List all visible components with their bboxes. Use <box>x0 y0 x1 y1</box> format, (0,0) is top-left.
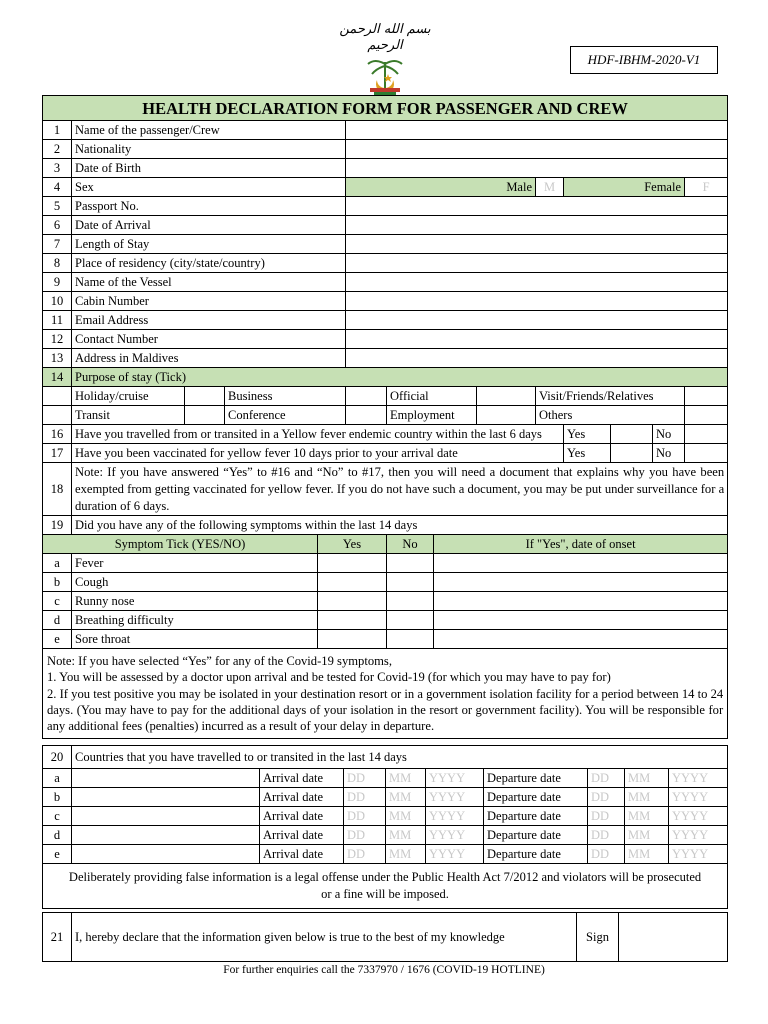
arrival-date-label: Arrival date <box>260 826 344 845</box>
field-label-nationality: Nationality <box>72 140 346 159</box>
field-row <box>43 235 728 254</box>
field-row <box>43 216 728 235</box>
arrival-yyyy[interactable]: YYYY <box>426 845 484 864</box>
field-number: 1 <box>43 121 72 140</box>
document-reference: HDF-IBHM-2020-V1 <box>570 46 718 74</box>
q16-yes-tick[interactable] <box>611 425 653 444</box>
symptom-name: Fever <box>72 554 318 573</box>
symptom-name: Breathing difficulty <box>72 611 318 630</box>
arrival-dd[interactable]: DD <box>344 769 386 788</box>
q17-yes-tick[interactable] <box>611 444 653 463</box>
field-number: 3 <box>43 159 72 178</box>
length-of-stay-input[interactable] <box>346 235 728 254</box>
purpose-business: Business <box>225 387 346 406</box>
declaration-table <box>42 912 728 962</box>
field-number: 6 <box>43 216 72 235</box>
field-label-residency: Place of residency (city/state/country) <box>72 254 346 273</box>
field-number: 2 <box>43 140 72 159</box>
arrival-mm[interactable]: MM <box>386 788 426 807</box>
female-checkbox[interactable]: F <box>685 178 728 197</box>
arrival-mm[interactable]: MM <box>386 807 426 826</box>
male-label: Male <box>346 178 536 197</box>
travel-row <box>43 826 728 845</box>
arrival-mm[interactable]: MM <box>386 845 426 864</box>
declaration-text: I, hereby declare that the information given below is true to the best of my knowledge <box>72 913 577 962</box>
field-label-contact: Contact Number <box>72 330 346 349</box>
symptom-no-tick[interactable] <box>387 611 434 630</box>
symptom-no-tick[interactable] <box>387 554 434 573</box>
symptom-yes-tick[interactable] <box>318 630 387 649</box>
symptom-row <box>43 573 728 592</box>
signature-input[interactable] <box>619 913 728 962</box>
field-number: 19 <box>43 516 72 535</box>
departure-dd[interactable]: DD <box>588 807 625 826</box>
arrival-date-input[interactable] <box>346 216 728 235</box>
cabin-input[interactable] <box>346 292 728 311</box>
address-input[interactable] <box>346 349 728 368</box>
vessel-input[interactable] <box>346 273 728 292</box>
symptom-onset-header: If "Yes", date of onset <box>434 535 728 554</box>
symptom-row <box>43 554 728 573</box>
arrival-mm[interactable]: MM <box>386 826 426 845</box>
travel-letter: c <box>43 807 72 826</box>
field-number: 21 <box>43 913 72 962</box>
field-label-sex: Sex <box>72 178 346 197</box>
covid-note-intro: Note: If you have selected “Yes” for any of the Covid-19 symptoms, <box>47 654 392 668</box>
male-checkbox[interactable]: M <box>536 178 564 197</box>
departure-date-label: Departure date <box>484 826 588 845</box>
arrival-yyyy[interactable]: YYYY <box>426 788 484 807</box>
purpose-transit: Transit <box>72 406 185 425</box>
symptom-name: Runny nose <box>72 592 318 611</box>
arrival-mm[interactable]: MM <box>386 769 426 788</box>
contact-input[interactable] <box>346 330 728 349</box>
travel-letter: e <box>43 845 72 864</box>
purpose-others: Others <box>536 406 685 425</box>
travel-letter: d <box>43 826 72 845</box>
name-input[interactable] <box>346 121 728 140</box>
bismillah-calligraphy: بسم الله الرحمن الرحيم <box>339 22 431 53</box>
field-row <box>43 273 728 292</box>
departure-yyyy[interactable]: YYYY <box>669 769 728 788</box>
covid-note <box>43 649 728 739</box>
arrival-date-label: Arrival date <box>260 769 344 788</box>
symptom-yes-tick[interactable] <box>318 611 387 630</box>
departure-mm[interactable]: MM <box>625 826 669 845</box>
q17-no-tick[interactable] <box>685 444 728 463</box>
note-18-text: Note: If you have answered “Yes” to #16 and “No” to #17, then you will need a document that explains why you have been exempted from getting vaccinated for yellow fever. If you do not have such a document, you may be put under surveillance for a duration of 6 days. <box>72 463 728 516</box>
q17-yes-label: Yes <box>564 444 611 463</box>
departure-date-label: Departure date <box>484 769 588 788</box>
emblem-crest-icon <box>330 54 440 98</box>
covid-note-point-2: 2. If you test positive you may be isolated in your destination resort or in a government isolation facility for a period between 14 to 24 days. (You may have to pay for the additional days of your isolation in the resort or government facility). You will be responsible for any additional fees (penalties) incurred as a result of your delay in departure. <box>47 686 724 734</box>
field-number: 10 <box>43 292 72 311</box>
purpose-transit-tick[interactable] <box>185 406 225 425</box>
purpose-employment-tick[interactable] <box>477 406 536 425</box>
purpose-official-tick[interactable] <box>477 387 536 406</box>
purpose-conference: Conference <box>225 406 346 425</box>
symptom-no-tick[interactable] <box>387 630 434 649</box>
symptom-no-header: No <box>387 535 434 554</box>
legal-warning-row <box>43 864 728 909</box>
purpose-others-tick[interactable] <box>685 406 728 425</box>
field-row <box>43 254 728 273</box>
field-number: 17 <box>43 444 72 463</box>
q16-no-label: No <box>653 425 685 444</box>
departure-yyyy[interactable]: YYYY <box>669 826 728 845</box>
country-input[interactable] <box>72 769 260 788</box>
field-number: 13 <box>43 349 72 368</box>
departure-yyyy[interactable]: YYYY <box>669 845 728 864</box>
purpose-official: Official <box>387 387 477 406</box>
purpose-row <box>43 387 728 406</box>
question-row-16 <box>43 425 728 444</box>
email-input[interactable] <box>346 311 728 330</box>
field-number: 14 <box>43 368 72 387</box>
field-label-arrival: Date of Arrival <box>72 216 346 235</box>
symptom-row <box>43 630 728 649</box>
travel-history-table <box>42 745 728 909</box>
form-title: HEALTH DECLARATION FORM FOR PASSENGER AND CREW <box>43 96 728 121</box>
purpose-holiday: Holiday/cruise <box>72 387 185 406</box>
field-label-dob: Date of Birth <box>72 159 346 178</box>
purpose-label: Purpose of stay (Tick) <box>72 368 728 387</box>
departure-dd[interactable]: DD <box>588 845 625 864</box>
field-number: 11 <box>43 311 72 330</box>
symptom-onset-input[interactable] <box>434 611 728 630</box>
nationality-input[interactable] <box>346 140 728 159</box>
field-label-stay: Length of Stay <box>72 235 346 254</box>
symptom-col-header: Symptom Tick (YES/NO) <box>43 535 318 554</box>
field-label-passport: Passport No. <box>72 197 346 216</box>
departure-yyyy[interactable]: YYYY <box>669 788 728 807</box>
field-row <box>43 311 728 330</box>
arrival-dd[interactable]: DD <box>344 826 386 845</box>
departure-mm[interactable]: MM <box>625 845 669 864</box>
departure-date-label: Departure date <box>484 807 588 826</box>
arrival-dd[interactable]: DD <box>344 807 386 826</box>
symptom-letter: b <box>43 573 72 592</box>
field-row <box>43 330 728 349</box>
departure-dd[interactable]: DD <box>588 788 625 807</box>
arrival-yyyy[interactable]: YYYY <box>426 769 484 788</box>
purpose-business-tick[interactable] <box>346 387 387 406</box>
field-label-email: Email Address <box>72 311 346 330</box>
arrival-yyyy[interactable]: YYYY <box>426 826 484 845</box>
field-label-name: Name of the passenger/Crew <box>72 121 346 140</box>
arrival-date-label: Arrival date <box>260 807 344 826</box>
question-row-20 <box>43 746 728 769</box>
travel-letter: b <box>43 788 72 807</box>
declaration-form <box>42 95 728 739</box>
field-row <box>43 292 728 311</box>
symptom-yes-tick[interactable] <box>318 573 387 592</box>
field-number: 18 <box>43 463 72 516</box>
symptom-letter: d <box>43 611 72 630</box>
travel-row <box>43 769 728 788</box>
field-label-cabin: Cabin Number <box>72 292 346 311</box>
travel-row <box>43 845 728 864</box>
question-row-21 <box>43 913 728 962</box>
field-row-sex <box>43 178 728 197</box>
country-input[interactable] <box>72 788 260 807</box>
symptom-onset-input[interactable] <box>434 630 728 649</box>
arrival-date-label: Arrival date <box>260 845 344 864</box>
sign-label: Sign <box>577 913 619 962</box>
field-row <box>43 349 728 368</box>
hotline-footer: For further enquiries call the 7337970 / 1676 (COVID-19 HOTLINE) <box>223 964 545 976</box>
q16-yes-label: Yes <box>564 425 611 444</box>
purpose-employment: Employment <box>387 406 477 425</box>
symptom-row <box>43 611 728 630</box>
symptom-yes-tick[interactable] <box>318 554 387 573</box>
covid-note-row <box>43 649 728 739</box>
symptom-row <box>43 592 728 611</box>
field-number: 7 <box>43 235 72 254</box>
symptom-name: Sore throat <box>72 630 318 649</box>
q17-no-label: No <box>653 444 685 463</box>
legal-warning: Deliberately providing false information is a legal offense under the Public Health Act 7/2012 and violators will be prosecuted or a fine will be imposed. <box>43 864 728 909</box>
purpose-visit: Visit/Friends/Relatives <box>536 387 685 406</box>
arrival-date-label: Arrival date <box>260 788 344 807</box>
question-20-text: Countries that you have travelled to or transited in the last 14 days <box>72 746 728 769</box>
symptom-name: Cough <box>72 573 318 592</box>
purpose-conference-tick[interactable] <box>346 406 387 425</box>
field-number: 4 <box>43 178 72 197</box>
symptom-header-row <box>43 535 728 554</box>
field-number: 12 <box>43 330 72 349</box>
question-row-17 <box>43 444 728 463</box>
symptom-letter: e <box>43 630 72 649</box>
symptom-yes-header: Yes <box>318 535 387 554</box>
covid-note-point-1: 1. You will be assessed by a doctor upon arrival and be tested for Covid-19 (for which you may have to pay for) <box>47 670 611 685</box>
state-emblem <box>330 22 440 92</box>
country-input[interactable] <box>72 845 260 864</box>
field-number: 20 <box>43 746 72 769</box>
question-17-text: Have you been vaccinated for yellow fever 10 days prior to your arrival date <box>72 444 564 463</box>
field-number: 16 <box>43 425 72 444</box>
field-row <box>43 159 728 178</box>
symptom-letter: c <box>43 592 72 611</box>
passport-input[interactable] <box>346 197 728 216</box>
field-number: 5 <box>43 197 72 216</box>
travel-row <box>43 788 728 807</box>
field-row <box>43 121 728 140</box>
departure-mm[interactable]: MM <box>625 769 669 788</box>
female-label: Female <box>564 178 685 197</box>
dob-input[interactable] <box>346 159 728 178</box>
symptom-onset-input[interactable] <box>434 573 728 592</box>
field-number: 9 <box>43 273 72 292</box>
note-row-18 <box>43 463 728 516</box>
symptom-no-tick[interactable] <box>387 573 434 592</box>
purpose-header-row <box>43 368 728 387</box>
arrival-dd[interactable]: DD <box>344 845 386 864</box>
form-title-row <box>43 96 728 121</box>
country-input[interactable] <box>72 826 260 845</box>
symptom-letter: a <box>43 554 72 573</box>
question-row-19 <box>43 516 728 535</box>
q16-no-tick[interactable] <box>685 425 728 444</box>
question-19-text: Did you have any of the following symptoms within the last 14 days <box>72 516 728 535</box>
field-row <box>43 197 728 216</box>
departure-mm[interactable]: MM <box>625 788 669 807</box>
arrival-dd[interactable]: DD <box>344 788 386 807</box>
field-row <box>43 140 728 159</box>
purpose-holiday-tick[interactable] <box>185 387 225 406</box>
question-16-text: Have you travelled from or transited in a Yellow fever endemic country within the last 6 days <box>72 425 564 444</box>
symptom-yes-tick[interactable] <box>318 592 387 611</box>
symptom-onset-input[interactable] <box>434 554 728 573</box>
residency-input[interactable] <box>346 254 728 273</box>
departure-dd[interactable]: DD <box>588 769 625 788</box>
departure-date-label: Departure date <box>484 788 588 807</box>
departure-mm[interactable]: MM <box>625 807 669 826</box>
travel-row <box>43 807 728 826</box>
departure-date-label: Departure date <box>484 845 588 864</box>
travel-letter: a <box>43 769 72 788</box>
field-label-address: Address in Maldives <box>72 349 346 368</box>
purpose-row <box>43 406 728 425</box>
departure-dd[interactable]: DD <box>588 826 625 845</box>
field-label-vessel: Name of the Vessel <box>72 273 346 292</box>
departure-yyyy[interactable]: YYYY <box>669 807 728 826</box>
field-number: 8 <box>43 254 72 273</box>
purpose-visit-tick[interactable] <box>685 387 728 406</box>
symptom-no-tick[interactable] <box>387 592 434 611</box>
symptom-onset-input[interactable] <box>434 592 728 611</box>
arrival-yyyy[interactable]: YYYY <box>426 807 484 826</box>
country-input[interactable] <box>72 807 260 826</box>
